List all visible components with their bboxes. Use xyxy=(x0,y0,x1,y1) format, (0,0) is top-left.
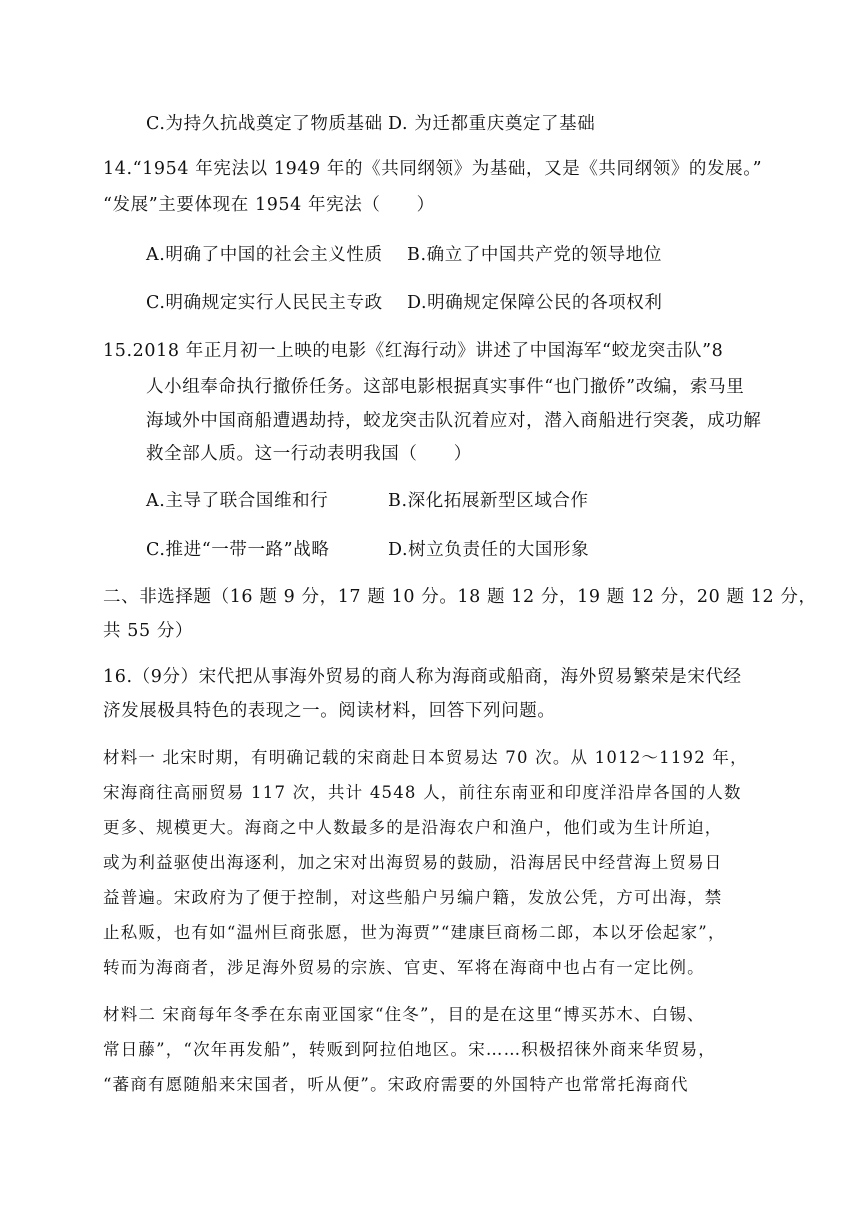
q14-option-b: B.确立了中国共产党的领导地位 xyxy=(407,245,662,265)
section-2-heading-line-1: 二、非选择题（16 题 9 分，17 题 10 分。18 题 12 分，19 题 12 分，20 题 12 分， xyxy=(103,587,817,607)
material-1-line: 宋海商往高丽贸易 117 次，共计 4548 人，前往东南亚和印度洋沿岸各国的人数 xyxy=(103,783,742,802)
material-1-line: 益普遍。宋政府为了便于控制，对这些船户另编户籍，发放公凭，方可出海，禁 xyxy=(103,888,723,907)
material-1-line: 材料一 北宋时期，有明确记载的宋商赴日本贸易达 70 次。从 1012～1192 年， xyxy=(103,748,748,767)
material-1-line: 止私贩，也有如“温州巨商张愿，世为海贾”“建康巨商杨二郎，本以牙侩起家”， xyxy=(103,923,726,942)
q14-stem-line-2: “发展”主要体现在 1954 年宪法（ ） xyxy=(103,195,435,215)
q14-stem-line-1: 14.“1954 年宪法以 1949 年的《共同纲领》为基础，又是《共同纲领》的发展。” xyxy=(103,159,763,179)
q13-option-c: C.为持久抗战奠定了物质基础 xyxy=(146,114,383,134)
q15-stem-line-3: 海域外中国商船遭遇劫持，蛟龙突击队沉着应对，潜入商船进行突袭，成功解 xyxy=(146,411,762,431)
material-2-line: “蕃商有愿随船来宋国者，听从便”。宋政府需要的外国特产也常常托海商代 xyxy=(103,1075,689,1094)
q15-stem-line-4: 救全部人质。这一行动表明我国（ ） xyxy=(146,444,472,464)
section-2-heading-line-2: 共 55 分） xyxy=(103,621,194,641)
material-1-line: 转而为海商者，涉足海外贸易的宗族、官吏、军将在海商中也占有一定比例。 xyxy=(103,958,705,977)
material-1-line: 更多、规模更大。海商之中人数最多的是沿海农户和渔户，他们或为生计所迫， xyxy=(103,818,723,837)
q15-option-a: A.主导了联合国维和行 xyxy=(146,491,329,511)
material-1-line: 或为利益驱使出海逐利，加之宋对出海贸易的鼓励，沿海居民中经营海上贸易日 xyxy=(103,853,723,872)
material-2-line: 材料二 宋商每年冬季在东南亚国家“住冬”，目的是在这里“博买苏木、白锡、 xyxy=(103,1005,705,1024)
q16-stem-line-1: 16.（9分）宋代把从事海外贸易的商人称为海商或船商，海外贸易繁荣是宋代经 xyxy=(103,667,742,687)
q14-option-c: C.明确规定实行人民民主专政 xyxy=(146,293,383,313)
q15-option-b: B.深化拓展新型区域合作 xyxy=(388,491,589,511)
q13-option-d: D. 为迁都重庆奠定了基础 xyxy=(388,114,596,134)
q15-stem-line-2: 人小组奉命执行撤侨任务。这部电影根据真实事件“也门撤侨”改编，索马里 xyxy=(146,377,745,397)
q15-option-c: C.推进“一带一路”战略 xyxy=(146,540,330,560)
q14-option-a: A.明确了中国的社会主义性质 xyxy=(146,245,383,265)
q16-stem-line-2: 济发展极具特色的表现之一。阅读材料，回答下列问题。 xyxy=(103,701,556,721)
q15-stem-line-1: 15.2018 年正月初一上映的电影《红海行动》讲述了中国海军“蛟龙突击队”8 xyxy=(103,341,724,361)
q15-option-d: D.树立负责任的大国形象 xyxy=(388,540,590,560)
q14-option-d: D.明确规定保障公民的各项权利 xyxy=(407,293,663,313)
material-2-line: 常日藤”，“次年再发船”，转贩到阿拉伯地区。宋……积极招徕外商来华贸易， xyxy=(103,1040,717,1059)
